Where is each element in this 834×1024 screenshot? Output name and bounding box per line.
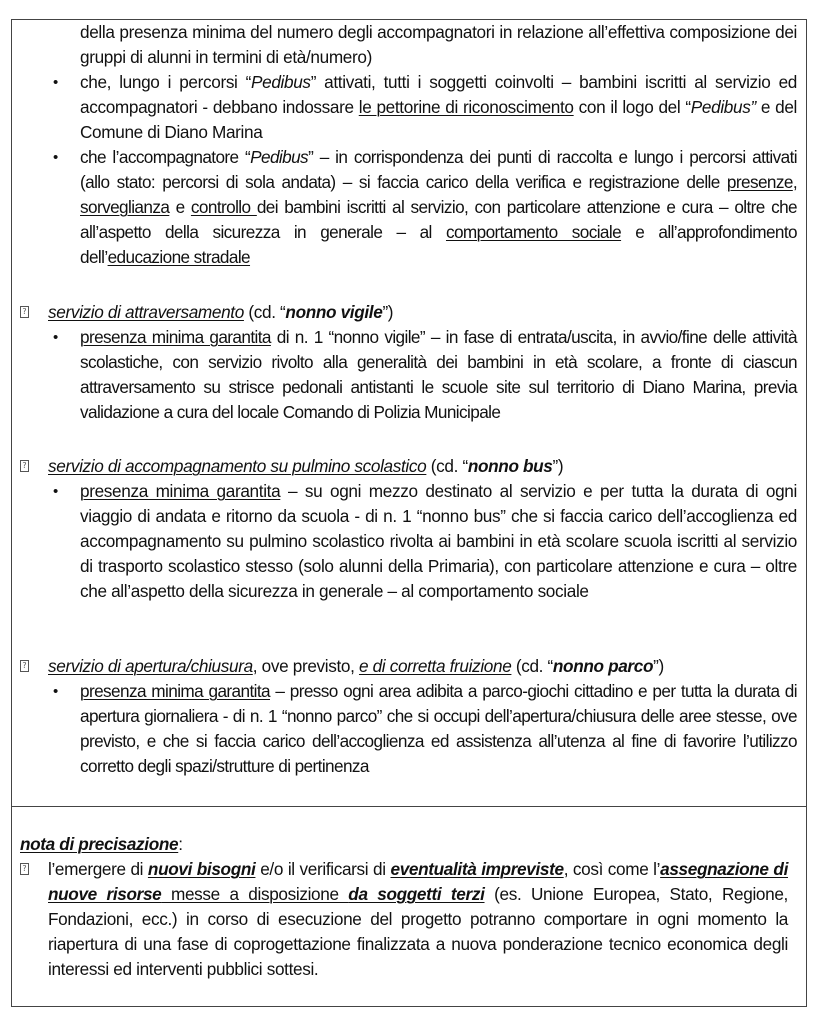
note-heading: nota di precisazione: [20,834,183,854]
missing-glyph-box-icon: ? [20,460,29,472]
bullet-icon: • [53,74,59,91]
table-row-divider [11,806,807,807]
service-detail-nonno-vigile: presenza minima garantita di n. 1 “nonno vigile” – in fase di entrata/uscita, in avvio/fine delle attività scolastiche, con servizio rivolto alla generalità dei bambini in età scolare, a fronte di ciascun attraversamento su strisce pedonali antistanti le scuole site sul territorio di Diano Marina, previa validazione a cura del locale Comando di Polizia Municipale [80,327,797,422]
missing-glyph-box-icon: ? [20,863,29,875]
bullet-icon: • [53,683,59,700]
service-detail-nonno-bus: presenza minima garantita – su ogni mezzo destinato al servizio e per tutta la durata di ogni viaggio di andata e ritorno da scuola - di n. 1 “nonno bus” che si faccia carico dell’accoglienza ed accompagnamento su pulmino scolastico rivolta ai bambini in età scolare scuola iscritti al servizio di trasporto scolastico stesso (solo alunni della Primaria), con particolare attenzione e cura – oltre che all’aspetto della sicurezza in generale – al comportamento sociale [80,481,797,601]
service-title-nonno-vigile: servizio di attraversamento (cd. “nonno vigile”) [48,302,394,322]
bullet-icon: • [53,329,59,346]
service-detail-nonno-parco: presenza minima garantita – presso ogni area adibita a parco-giochi cittadino e per tutta la durata di apertura giornaliera - di n. 1 “nonno parco” che si occupi dell’apertura/chiusura delle aree stesse, ove previsto, e che si faccia carico dell’accoglienza ed assistenza all’utenza al fine di favorire l’utilizzo corretto degli spazi/strutture di pertinenza [80,681,797,776]
list-item-pettorine: che, lungo i percorsi “Pedibus” attivati, tutti i soggetti coinvolti – bambini iscritti al servizio ed accompagnatori - debbano indossare le pettorine di riconoscimento con il logo del “Pedibus” e del Comune di Diano Marina [80,72,797,142]
list-item-accompagnatore: che l’accompagnatore “Pedibus” – in corrispondenza dei punti di raccolta e lungo i percorsi attivati (allo stato: percorsi di sola andata) – si faccia carico della verifica e registrazione delle presenze, sorveglianza e controllo dei bambini iscritti al servizio, con particolare attenzione e cura – oltre che all’aspetto della sicurezza in generale – al comportamento sociale e all’approfondimento dell’educazione stradale [80,147,798,267]
missing-glyph-box-icon: ? [20,660,29,672]
bullet-icon: • [53,149,59,166]
service-title-nonno-parco: servizio di apertura/chiusura, ove previsto, e di corretta fruizione (cd. “nonno parco”) [48,656,664,676]
bullet-icon: • [53,483,59,500]
service-title-nonno-bus: servizio di accompagnamento su pulmino scolastico (cd. “nonno bus”) [48,456,564,476]
continuation-line-2: composizione dei gruppi di alunni in termini di età/numero) [80,22,797,67]
note-paragraph: l’emergere di nuovi bisogni e/o il verificarsi di eventualità impreviste, così come l’assegnazione di nuove risorse messe a disposizione da soggetti terzi (es. Unione Europea, Stato, Regione, Fondazioni, ecc.) in corso di esecuzione del progetto potranno comportare in ogni momento la riapertura di una fase di coprogettazione finalizzata a nuova ponderazione tecnico economica degli interessi ed interventi pubblici sottesi. [48,859,788,979]
missing-glyph-box-icon: ? [20,306,29,318]
continuation-line-1: della presenza minima del numero degli accompagnatori in relazione all’effettiva [80,22,665,42]
continuation-paragraph [80,20,797,70]
